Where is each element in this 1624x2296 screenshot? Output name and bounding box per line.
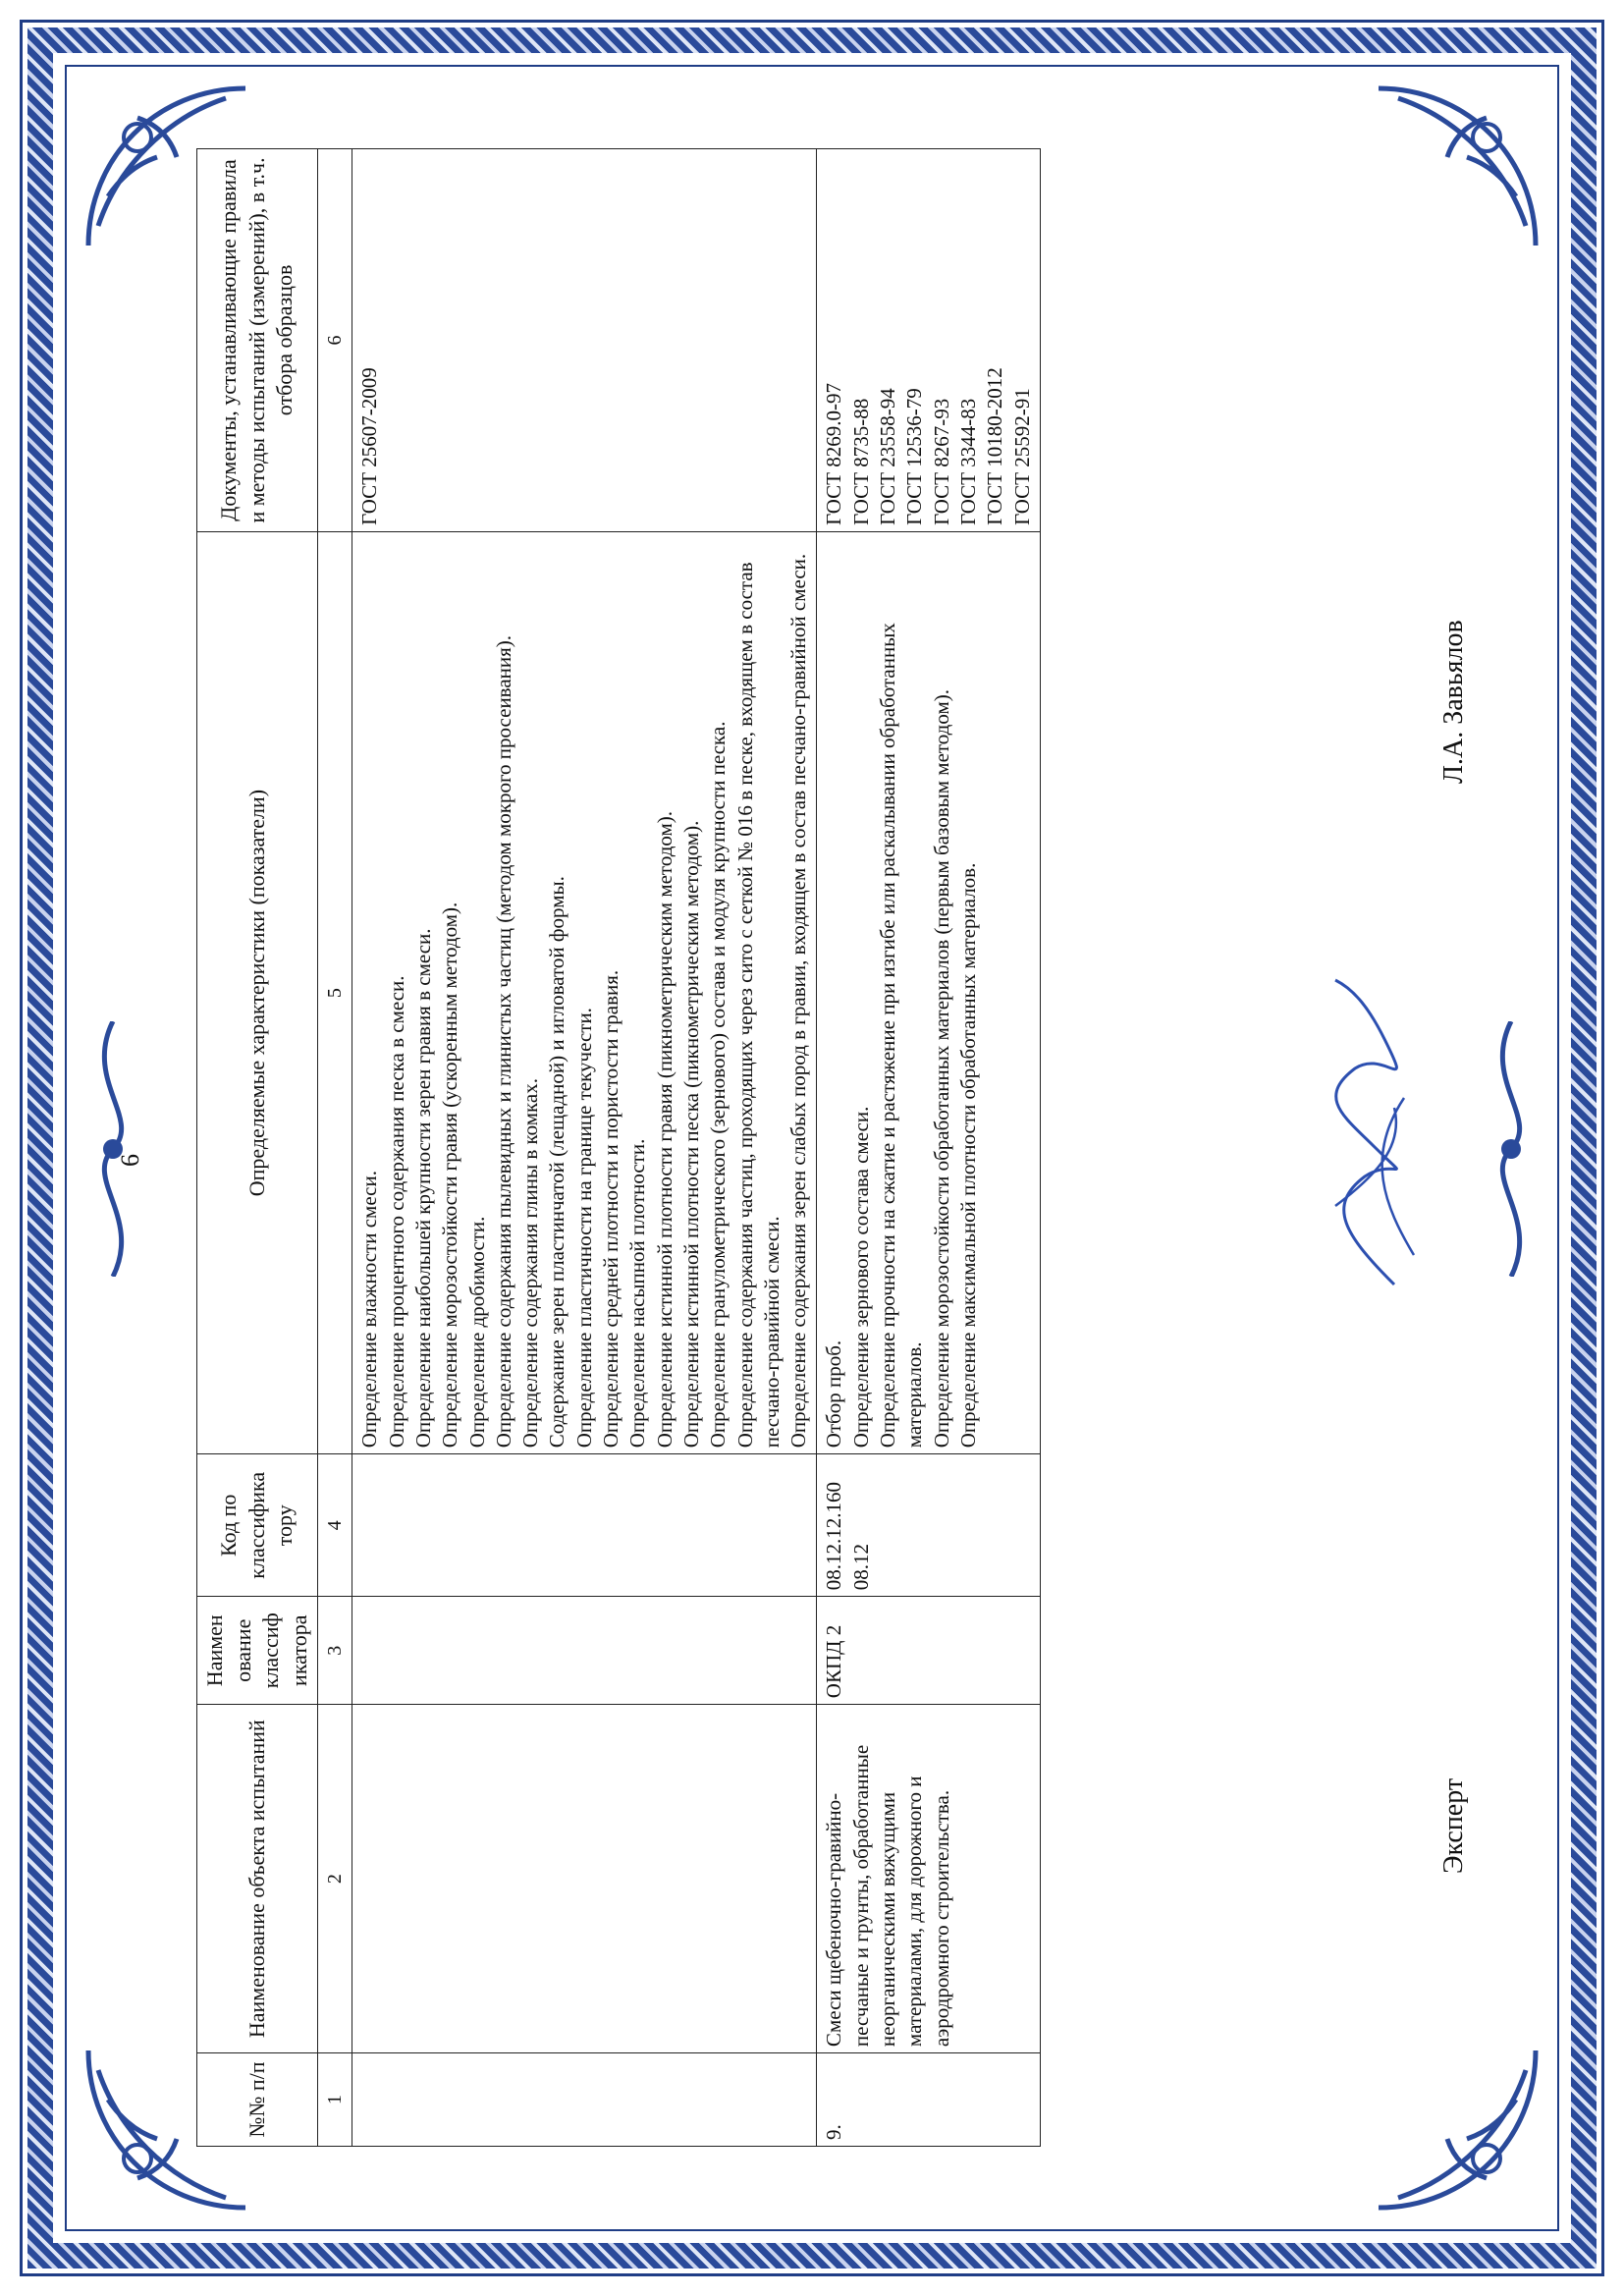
characteristic-item: Определение содержания пылевидных и глинистых частиц (методом мокрого просеивания). [491, 634, 515, 1449]
characteristic-item: Определение влажности смеси. [357, 1171, 382, 1449]
table-header-row [197, 149, 318, 2147]
column-number: 5 [318, 531, 352, 1453]
column-number: 6 [318, 149, 352, 532]
characteristic-item: Определение истинной плотности песка (пикнометрическим методом). [678, 820, 703, 1449]
header-code: Код по классифика тору [197, 1454, 318, 1597]
column-number: 2 [318, 1705, 352, 2053]
characteristics-cell [352, 531, 817, 1453]
characteristic-item: Содержание зерен пластинчатой (лещадной) и игловатой формы. [545, 876, 569, 1449]
object-name: Смеси щебеночно-гравийно-песчаные и грунты, обработанные неорганическими вяжущими материалами, для дорожного и аэродромного строительства. [817, 1705, 1040, 2053]
expert-name: Л.А. Завьялов [1438, 620, 1469, 784]
document-item: ГОСТ 8269.0-97 [822, 383, 846, 525]
page-number: 6 [116, 1154, 144, 1167]
document-item: ГОСТ 8267-93 [929, 398, 953, 525]
characteristic-item: Определение дробимости. [464, 1216, 489, 1449]
handwritten-signature [1306, 970, 1438, 1294]
document-item: ГОСТ 25607-2009 [357, 367, 382, 525]
characteristic-item: Определение зернового состава смеси. [848, 1106, 873, 1449]
characteristic-item: Определение содержания глины в комках. [518, 1078, 543, 1449]
characteristic-item: Определение истинной плотности гравия (пикнометрическим методом). [652, 810, 677, 1449]
classifier-code: 08.12.12.160 08.12 [817, 1454, 1040, 1597]
characteristic-item: Определение морозостойкости гравия (ускоренным методом). [438, 902, 462, 1449]
characteristic-item: Определение максимальной плотности обработанных материалов. [955, 862, 980, 1449]
classifier-code [352, 1454, 817, 1597]
document-item: ГОСТ 3344-83 [955, 398, 980, 525]
characteristic-item: Определение содержания зерен слабых пород в гравии, входящем в состав песчано-гравийной смеси. [786, 553, 811, 1449]
column-number: 1 [318, 2053, 352, 2147]
header-documents: Документы, устанавливающие правила и методы испытаний (измерений), в т.ч. отбора образцов [197, 149, 318, 532]
header-number: №№ п/п [197, 2053, 318, 2147]
documents-cell [352, 149, 817, 532]
characteristics-cell [817, 531, 1040, 1453]
expert-label: Эксперт [1438, 1777, 1469, 1874]
characteristic-item: Определение насыпной плотности. [625, 1138, 650, 1449]
object-name [352, 1705, 817, 2053]
table-row [352, 149, 817, 2147]
characteristic-item: Определение гранулометрического (зернового) состава и модуля крупности песка. [706, 721, 731, 1449]
classifier-name [352, 1597, 817, 1705]
characteristic-item: Определение процентного содержания песка в смеси. [384, 975, 408, 1449]
characteristic-item: Определение прочности на сжатие и растяжение при изгибе или раскалывании обработанных материалов. [876, 623, 927, 1449]
classifier-name: ОКПД 2 [817, 1597, 1040, 1705]
characteristic-item: Определение средней плотности и пористости гравия. [599, 969, 623, 1449]
row-number [352, 2053, 817, 2147]
document-item: ГОСТ 25592-91 [1009, 388, 1034, 525]
table-row [817, 149, 1040, 2147]
accreditation-scope-table [196, 148, 1041, 2147]
document-item: ГОСТ 12536-79 [902, 388, 927, 525]
document-item: ГОСТ 23558-94 [876, 388, 900, 525]
characteristic-item: Определение содержания частиц, проходящих через сито с сеткой № 016 в песке, входящем в состав песчано-гравийной смеси. [732, 562, 784, 1449]
documents-cell [817, 149, 1040, 532]
column-number: 4 [318, 1454, 352, 1597]
characteristic-item: Отбор проб. [822, 1339, 846, 1449]
column-number-row [318, 149, 352, 2147]
document-item: ГОСТ 10180-2012 [983, 367, 1007, 525]
document-item: ГОСТ 8735-88 [848, 398, 873, 525]
characteristic-item: Определение наибольшей крупности зерен гравия в смеси. [410, 928, 435, 1449]
characteristic-item: Определение морозостойкости обработанных материалов (первым базовым методом). [929, 688, 953, 1449]
characteristic-item: Определение пластичности на границе текучести. [571, 1008, 596, 1449]
column-number: 3 [318, 1597, 352, 1705]
header-characteristics: Определяемые характеристики (показатели) [197, 531, 318, 1453]
header-object: Наименование объекта испытаний [197, 1705, 318, 2053]
row-number: 9. [817, 2053, 1040, 2147]
header-classifier: Наимен ование классиф икатора [197, 1597, 318, 1705]
